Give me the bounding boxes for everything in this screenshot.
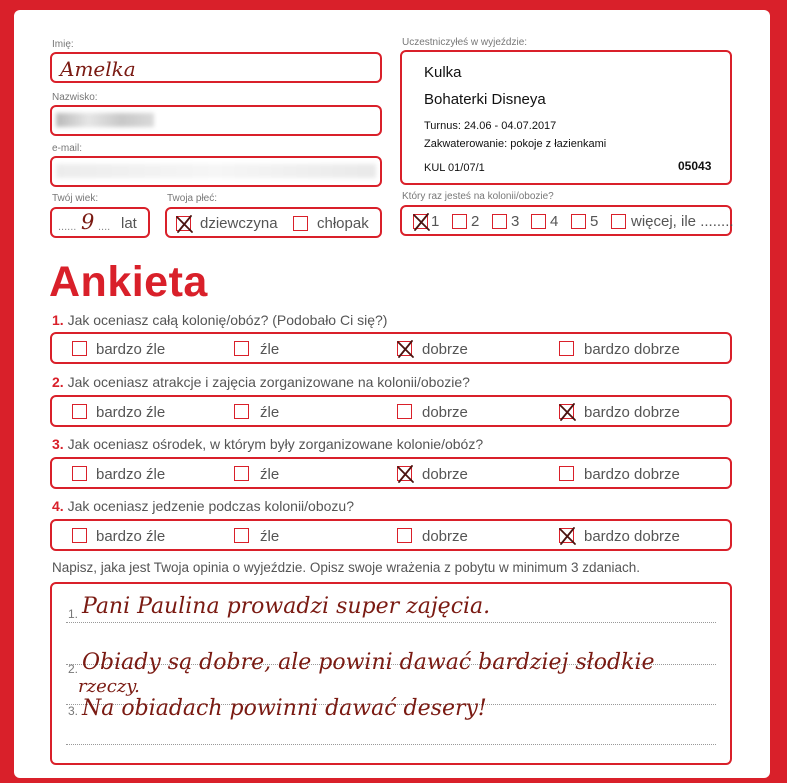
name-label: Imię: (52, 39, 74, 50)
question-2-text: Jak oceniasz atrakcje i zajęcia zorganizowane na kolonii/obozie? (67, 374, 470, 390)
age-unit: lat (121, 215, 137, 232)
camp-turnus: Turnus: 24.06 - 04.07.2017 (424, 120, 557, 132)
check-mark-icon (398, 341, 413, 357)
camp-number: 05043 (678, 159, 712, 173)
q3-option-zle: źle (260, 466, 280, 483)
opinion-answer-2-cont: rzeczy. (78, 676, 140, 697)
times-checkbox-4[interactable] (531, 214, 546, 229)
times-option-4: 4 (550, 213, 559, 230)
question-4-text: Jak oceniasz jedzenie podczas kolonii/obozu? (67, 498, 354, 514)
times-label: Który raz jesteś na kolonii/obozie? (402, 191, 554, 202)
camp-label: Uczestniczyłeś w wyjeździe: (402, 37, 528, 48)
question-4 (52, 498, 354, 514)
question-1-answers (50, 332, 732, 364)
q1-checkbox-bardzo-dobrze[interactable] (559, 341, 574, 356)
q2-option-bardzo-dobrze: bardzo dobrze (584, 404, 680, 421)
name-value: Amelka (60, 57, 136, 81)
q3-checkbox-zle[interactable] (234, 466, 249, 481)
times-option-more: więcej, ile ........ (631, 213, 734, 230)
q1-option-zle: źle (260, 341, 280, 358)
opinion-answer-2: Obiady są dobre, ale powini dawać bardziej słodkie (82, 650, 655, 675)
q4-checkbox-bardzo-zle[interactable] (72, 528, 87, 543)
question-3-answers (50, 457, 732, 489)
survey-title: Ankieta (49, 258, 208, 306)
email-label: e-mail: (52, 143, 83, 154)
opinion-line-number-3: 3. (68, 704, 79, 718)
q4-option-zle: źle (260, 528, 280, 545)
age-value: 9 (81, 210, 95, 234)
opinion-answer-1: Pani Paulina prowadzi super zajęcia. (82, 594, 491, 619)
times-checkbox-5[interactable] (571, 214, 586, 229)
check-mark-icon (560, 404, 575, 420)
gender-field (165, 207, 382, 238)
q3-checkbox-bardzo-zle[interactable] (72, 466, 87, 481)
q2-option-zle: źle (260, 404, 280, 421)
question-3-text: Jak oceniasz ośrodek, w którym były zorganizowane kolonie/obóz? (67, 436, 484, 452)
name-field[interactable] (50, 52, 382, 83)
q4-checkbox-bardzo-dobrze[interactable] (559, 528, 574, 543)
opinion-textarea[interactable] (50, 582, 732, 765)
check-mark-icon (177, 216, 192, 232)
age-dots-right: .... (98, 221, 111, 233)
q3-option-bardzo-zle: bardzo źle (96, 466, 166, 483)
q2-option-bardzo-zle: bardzo źle (96, 404, 166, 421)
q3-checkbox-dobrze[interactable] (397, 466, 412, 481)
times-checkbox-3[interactable] (492, 214, 507, 229)
question-4-number: 4. (52, 498, 64, 514)
check-mark-icon (560, 528, 575, 544)
gender-option-girl: dziewczyna (200, 215, 278, 232)
q2-option-dobrze: dobrze (422, 404, 468, 421)
q2-checkbox-zle[interactable] (234, 404, 249, 419)
q4-option-bardzo-zle: bardzo źle (96, 528, 166, 545)
q2-checkbox-dobrze[interactable] (397, 404, 412, 419)
gender-label: Twoja płeć: (167, 193, 218, 204)
email-field[interactable] (50, 156, 382, 187)
redacted-surname (56, 113, 154, 127)
camp-code: KUL 01/07/1 (424, 162, 485, 174)
age-label: Twój wiek: (52, 193, 99, 204)
opinion-line-1 (66, 622, 716, 623)
camp-theme: Bohaterki Disneya (424, 91, 546, 108)
q4-checkbox-zle[interactable] (234, 528, 249, 543)
times-option-2: 2 (471, 213, 480, 230)
question-3 (52, 436, 483, 452)
q1-checkbox-zle[interactable] (234, 341, 249, 356)
q2-checkbox-bardzo-zle[interactable] (72, 404, 87, 419)
q4-option-dobrze: dobrze (422, 528, 468, 545)
question-2-answers (50, 395, 732, 427)
q2-checkbox-bardzo-dobrze[interactable] (559, 404, 574, 419)
times-field (400, 205, 732, 236)
question-2-number: 2. (52, 374, 64, 390)
times-option-3: 3 (511, 213, 520, 230)
opinion-prompt: Napisz, jaka jest Twoja opinia o wyjeździe. Opisz swoje wrażenia z pobytu w minimum 3 zdaniach. (52, 560, 641, 575)
redacted-email (56, 164, 376, 178)
times-checkbox-2[interactable] (452, 214, 467, 229)
question-4-answers (50, 519, 732, 551)
times-checkbox-1[interactable] (413, 214, 428, 229)
times-checkbox-more[interactable] (611, 214, 626, 229)
gender-checkbox-boy[interactable] (293, 216, 308, 231)
q1-checkbox-bardzo-zle[interactable] (72, 341, 87, 356)
gender-option-boy: chłopak (317, 215, 369, 232)
check-mark-icon (414, 214, 429, 230)
surname-field[interactable] (50, 105, 382, 136)
q4-checkbox-dobrze[interactable] (397, 528, 412, 543)
camp-accommodation: Zakwaterowanie: pokoje z łazienkami (424, 138, 607, 150)
opinion-line-number-2: 2. (68, 662, 79, 676)
surname-label: Nazwisko: (52, 92, 98, 103)
q3-option-dobrze: dobrze (422, 466, 468, 483)
opinion-line-number-1: 1. (68, 607, 79, 621)
q1-option-dobrze: dobrze (422, 341, 468, 358)
times-option-1: 1 (431, 213, 440, 230)
q4-option-bardzo-dobrze: bardzo dobrze (584, 528, 680, 545)
opinion-line-4 (66, 744, 716, 745)
question-3-number: 3. (52, 436, 64, 452)
q1-checkbox-dobrze[interactable] (397, 341, 412, 356)
q3-option-bardzo-dobrze: bardzo dobrze (584, 466, 680, 483)
camp-info-box (400, 50, 732, 185)
age-dots-left: ...... (58, 221, 77, 233)
question-1 (52, 312, 387, 328)
opinion-answer-3: Na obiadach powinni dawać desery! (82, 696, 487, 721)
question-1-number: 1. (52, 312, 64, 328)
check-mark-icon (398, 466, 413, 482)
age-field[interactable] (50, 207, 150, 238)
q3-checkbox-bardzo-dobrze[interactable] (559, 466, 574, 481)
q1-option-bardzo-zle: bardzo źle (96, 341, 166, 358)
times-option-5: 5 (590, 213, 599, 230)
camp-name: Kulka (424, 64, 462, 81)
survey-sheet (14, 10, 770, 778)
question-2 (52, 374, 470, 390)
gender-checkbox-girl[interactable] (176, 216, 191, 231)
question-1-text: Jak oceniasz całą kolonię/obóz? (Podobało Ci się?) (67, 312, 388, 328)
q1-option-bardzo-dobrze: bardzo dobrze (584, 341, 680, 358)
